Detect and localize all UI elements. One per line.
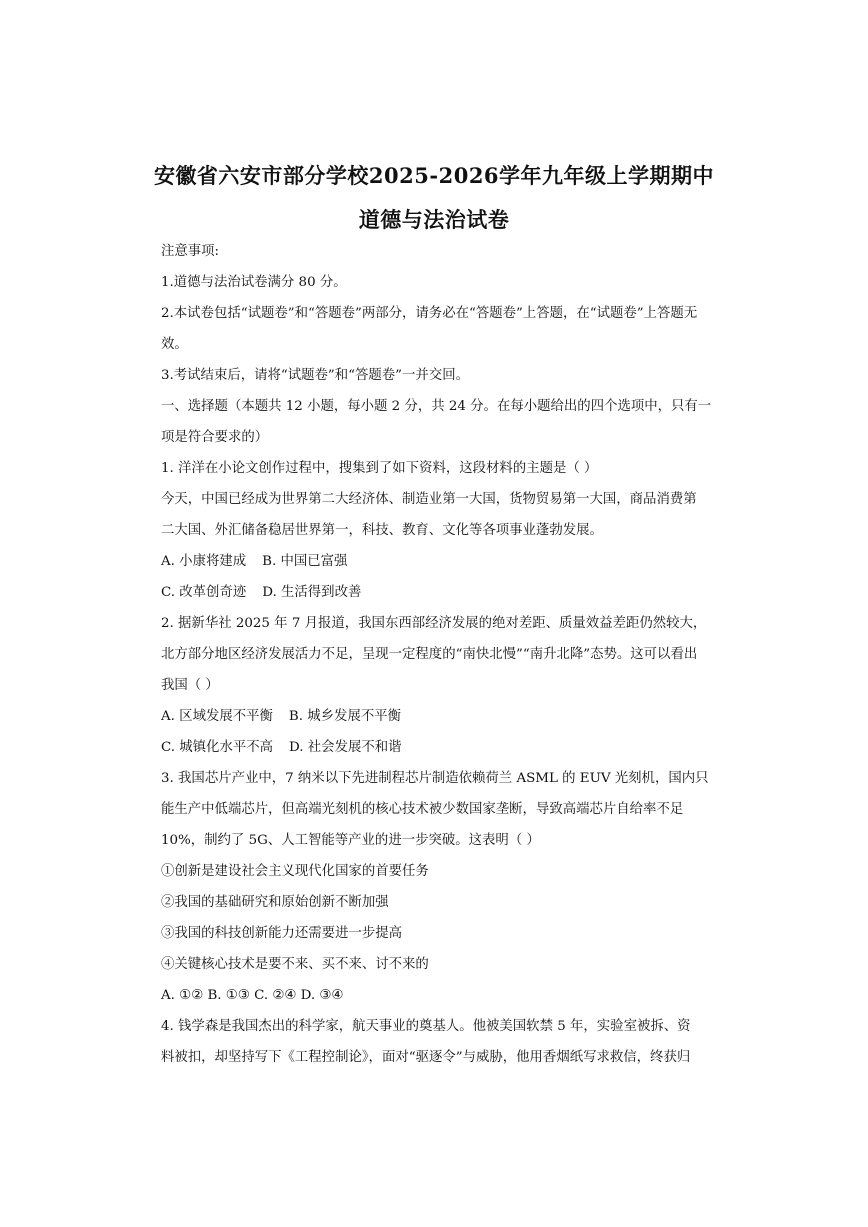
section-heading: 一、选择题（本题共 12 小题，每小题 2 分，共 24 分。在每小题给出的四个选项中，只有一 (161, 399, 712, 414)
section-heading: 项是符合要求的） (161, 430, 269, 445)
option-d: D. 生活得到改善 (262, 585, 362, 600)
question-1-options-row (161, 584, 721, 602)
question-1-stem: 1. 洋洋在小论文创作过程中，搜集到了如下资料，这段材料的主题是（ ） (161, 461, 598, 476)
question-4-stem: 4. 钱学森是我国杰出的科学家，航天事业的奠基人。他被美国软禁 5 年，实验室被拆、资 (161, 1019, 691, 1034)
question-3-stem: 3. 我国芯片产业中，7 纳米以下先进制程芯片制造依赖荷兰 ASML 的 EUV 光刻机，国内只 (161, 771, 709, 786)
question-3-stem: 能生产中低端芯片，但高端光刻机的核心技术被少数国家垄断，导致高端芯片自给率不足 (161, 802, 684, 817)
option-b: B. 中国已富强 (262, 554, 348, 569)
question-3-options: A. ①② B. ①③ C. ②④ D. ③④ (161, 988, 344, 1003)
question-2-options-row (161, 739, 721, 757)
notice-item: 效。 (161, 337, 188, 352)
question-3-statement: ②我国的基础研究和原始创新不断加强 (161, 895, 389, 910)
question-3-stem: 10%，制约了 5G、人工智能等产业的进一步突破。这表明（ ） (161, 833, 540, 848)
option-c: C. 城镇化水平不高 (161, 740, 274, 755)
question-3-statement: ①创新是建设社会主义现代化国家的首要任务 (161, 864, 429, 879)
notice-item: 1.道德与法治试卷满分 80 分。 (161, 275, 347, 290)
question-1-material: 二大国、外汇储备稳居世界第一，科技、教育、文化等各项事业蓬勃发展。 (161, 523, 603, 538)
question-1-options-row (161, 553, 721, 571)
exam-subtitle: 道德与法治试卷 (358, 207, 510, 232)
option-a: A. 小康将建成 (161, 554, 247, 569)
option-d: D. 社会发展不和谐 (289, 740, 402, 755)
question-2-stem: 北方部分地区经济发展活力不足，呈现一定程度的“南快北慢”“南升北降”态势。这可以看出 (161, 647, 698, 662)
question-3-statement: ④关键核心技术是要不来、买不来、讨不来的 (161, 957, 429, 972)
notice-heading: 注意事项: (161, 244, 220, 259)
notice-item: 3.考试结束后，请将“试题卷”和“答题卷”一并交回。 (161, 368, 469, 383)
question-4-stem: 料被扣，却坚持写下《工程控制论》，面对“驱逐令”与威胁，他用香烟纸写求救信，终获归 (161, 1050, 691, 1065)
exam-title: 安徽省六安市部分学校2025-2026学年九年级上学期期中 (153, 163, 715, 188)
question-1-material: 今天，中国已经成为世界第二大经济体、制造业第一大国，货物贸易第一大国，商品消费第 (161, 492, 697, 507)
option-a: A. 区域发展不平衡 (161, 709, 273, 724)
question-2-stem: 2. 据新华社 2025 年 7 月报道，我国东西部经济发展的绝对差距、质量效益差距仍然较大， (161, 616, 707, 631)
question-2-options-row (161, 708, 721, 726)
option-c: C. 改革创奇迹 (161, 585, 247, 600)
question-3-statement: ③我国的科技创新能力还需要进一步提高 (161, 926, 403, 941)
question-2-stem: 我国（ ） (161, 678, 219, 693)
option-b: B. 城乡发展不平衡 (288, 709, 402, 724)
notice-item: 2.本试卷包括“试题卷”和“答题卷”两部分，请务必在“答题卷”上答题，在“试题卷”上答题无 (161, 306, 698, 321)
